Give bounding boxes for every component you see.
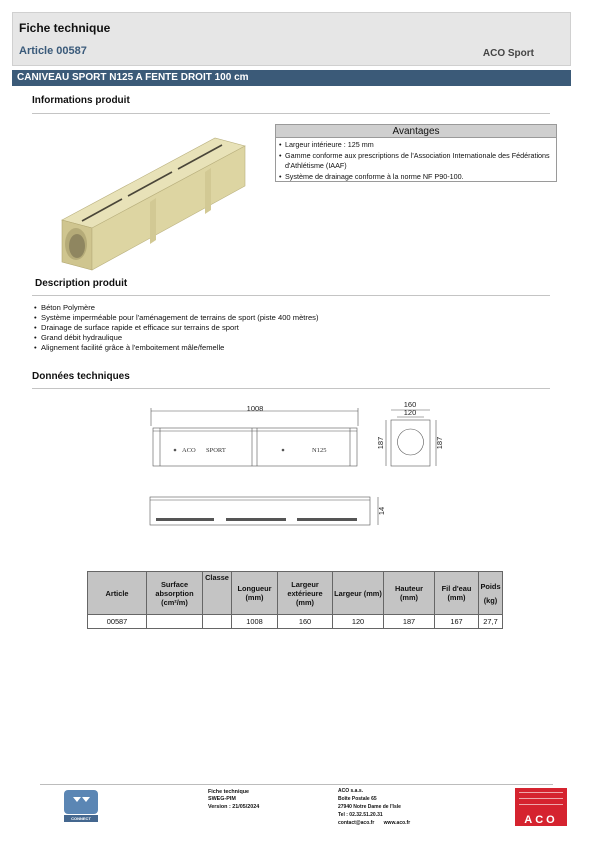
section-title-description: Description produit	[35, 278, 128, 289]
dimension-slot-height: 14	[377, 506, 386, 516]
dimension-height-right: 187	[435, 436, 444, 450]
col-header-surface: Surface absorption (cm²/m)	[147, 572, 203, 615]
list-item: • Système de drainage conforme à la norme NF P90-100.	[279, 172, 553, 183]
footer-company-line: Tel : 02.32.51.20.31	[338, 812, 383, 818]
article-number: Article 00587	[19, 45, 87, 57]
aco-logo	[515, 788, 567, 826]
cell-classe	[203, 615, 232, 629]
list-item: • Drainage de surface rapide et efficace sur terrains de sport	[34, 323, 319, 333]
technical-drawing	[140, 396, 450, 536]
channel-product-image	[30, 120, 270, 280]
footer-doc-line: SWEG-PIM	[208, 796, 236, 803]
footer-doc-line: Fiche technique	[208, 789, 250, 795]
cell-article: 00587	[88, 615, 147, 629]
side-text-n125: N125	[312, 447, 327, 454]
section-title-technical: Données techniques	[32, 371, 130, 382]
poids-unit: (kg)	[483, 595, 498, 605]
cell-largeur: 120	[333, 615, 384, 629]
cell-surface	[147, 615, 203, 629]
poids-label: Poids	[480, 581, 501, 591]
table-row	[88, 615, 503, 629]
cell-fil-eau: 167	[435, 615, 479, 629]
connect-logo-label: CONNECT	[64, 815, 98, 822]
side-text-sport: SPORT	[206, 447, 226, 454]
advantages-title: Avantages	[276, 125, 556, 138]
list-item: • Système imperméable pour l'aménagement de terrains de sport (piste 400 mètres)	[34, 313, 319, 323]
product-title-bar: CANIVEAU SPORT N125 A FENTE DROIT 100 cm	[12, 70, 571, 86]
col-header-fil-eau: Fil d'eau (mm)	[435, 572, 479, 615]
col-header-largeur: Largeur (mm)	[333, 572, 384, 615]
col-header-classe: Classe	[203, 572, 232, 615]
footer-company-info	[338, 787, 410, 827]
arrow-down-icon	[73, 797, 81, 802]
brand-name: ACO Sport	[482, 48, 534, 59]
cell-longueur: 1008	[232, 615, 278, 629]
arrow-down-icon	[82, 797, 90, 802]
footer-document-info	[208, 789, 259, 811]
aco-logo-line	[519, 798, 563, 799]
spec-table	[87, 571, 503, 629]
col-header-hauteur: Hauteur (mm)	[384, 572, 435, 615]
advantages-list	[276, 138, 556, 184]
side-text-aco: ACO	[182, 447, 196, 454]
footer-contact-line	[338, 819, 410, 827]
col-header-longueur: Longueur (mm)	[232, 572, 278, 615]
list-item: • Grand débit hydraulique	[34, 333, 319, 343]
list-item: • Béton Polymère	[34, 303, 319, 313]
col-header-article: Article	[88, 572, 147, 615]
footer-company-line: ACO s.a.s.	[338, 788, 364, 794]
description-list	[34, 303, 319, 353]
dimension-top-width: 160	[403, 400, 417, 409]
dimension-length: 1008	[246, 404, 264, 413]
connect-logo-badge	[64, 790, 98, 814]
document-header	[12, 12, 571, 66]
col-header-largeur-ext: Largeur extérieure (mm)	[278, 572, 333, 615]
dimension-inner-width: 120	[403, 408, 417, 417]
contact-email[interactable]: contact@aco.fr	[338, 820, 375, 826]
col-header-poids	[479, 572, 503, 615]
cell-largeur-ext: 160	[278, 615, 333, 629]
document-title: Fiche technique	[19, 21, 111, 35]
footer-company-line: 27940 Notre Dame de l'Isle	[338, 804, 401, 810]
footer-rule	[40, 784, 553, 785]
contact-website[interactable]: www.aco.fr	[383, 820, 411, 826]
section-rule	[32, 113, 550, 114]
footer-company-line: Boîte Postale 65	[338, 796, 377, 802]
advantages-box	[275, 124, 557, 182]
list-item: • Alignement facilité grâce à l'emboitement mâle/femelle	[34, 343, 319, 353]
cell-hauteur: 187	[384, 615, 435, 629]
section-rule	[32, 295, 550, 296]
list-item: • Gamme conforme aux prescriptions de l'Association Internationale des Fédérations d'Athlétisme (IAAF)	[279, 151, 553, 172]
connect-logo	[64, 790, 98, 822]
list-item: • Largeur intérieure : 125 mm	[279, 140, 553, 151]
aco-logo-text: ACO	[524, 814, 558, 826]
footer-doc-line: Version : 21/05/2024	[208, 803, 260, 810]
aco-logo-line	[519, 792, 563, 793]
cell-poids: 27,7	[479, 615, 503, 629]
section-rule	[32, 388, 550, 389]
dimension-height-left: 187	[376, 436, 385, 450]
aco-logo-line	[519, 804, 563, 805]
section-title-info: Informations produit	[32, 95, 130, 106]
table-header-row	[88, 572, 503, 615]
